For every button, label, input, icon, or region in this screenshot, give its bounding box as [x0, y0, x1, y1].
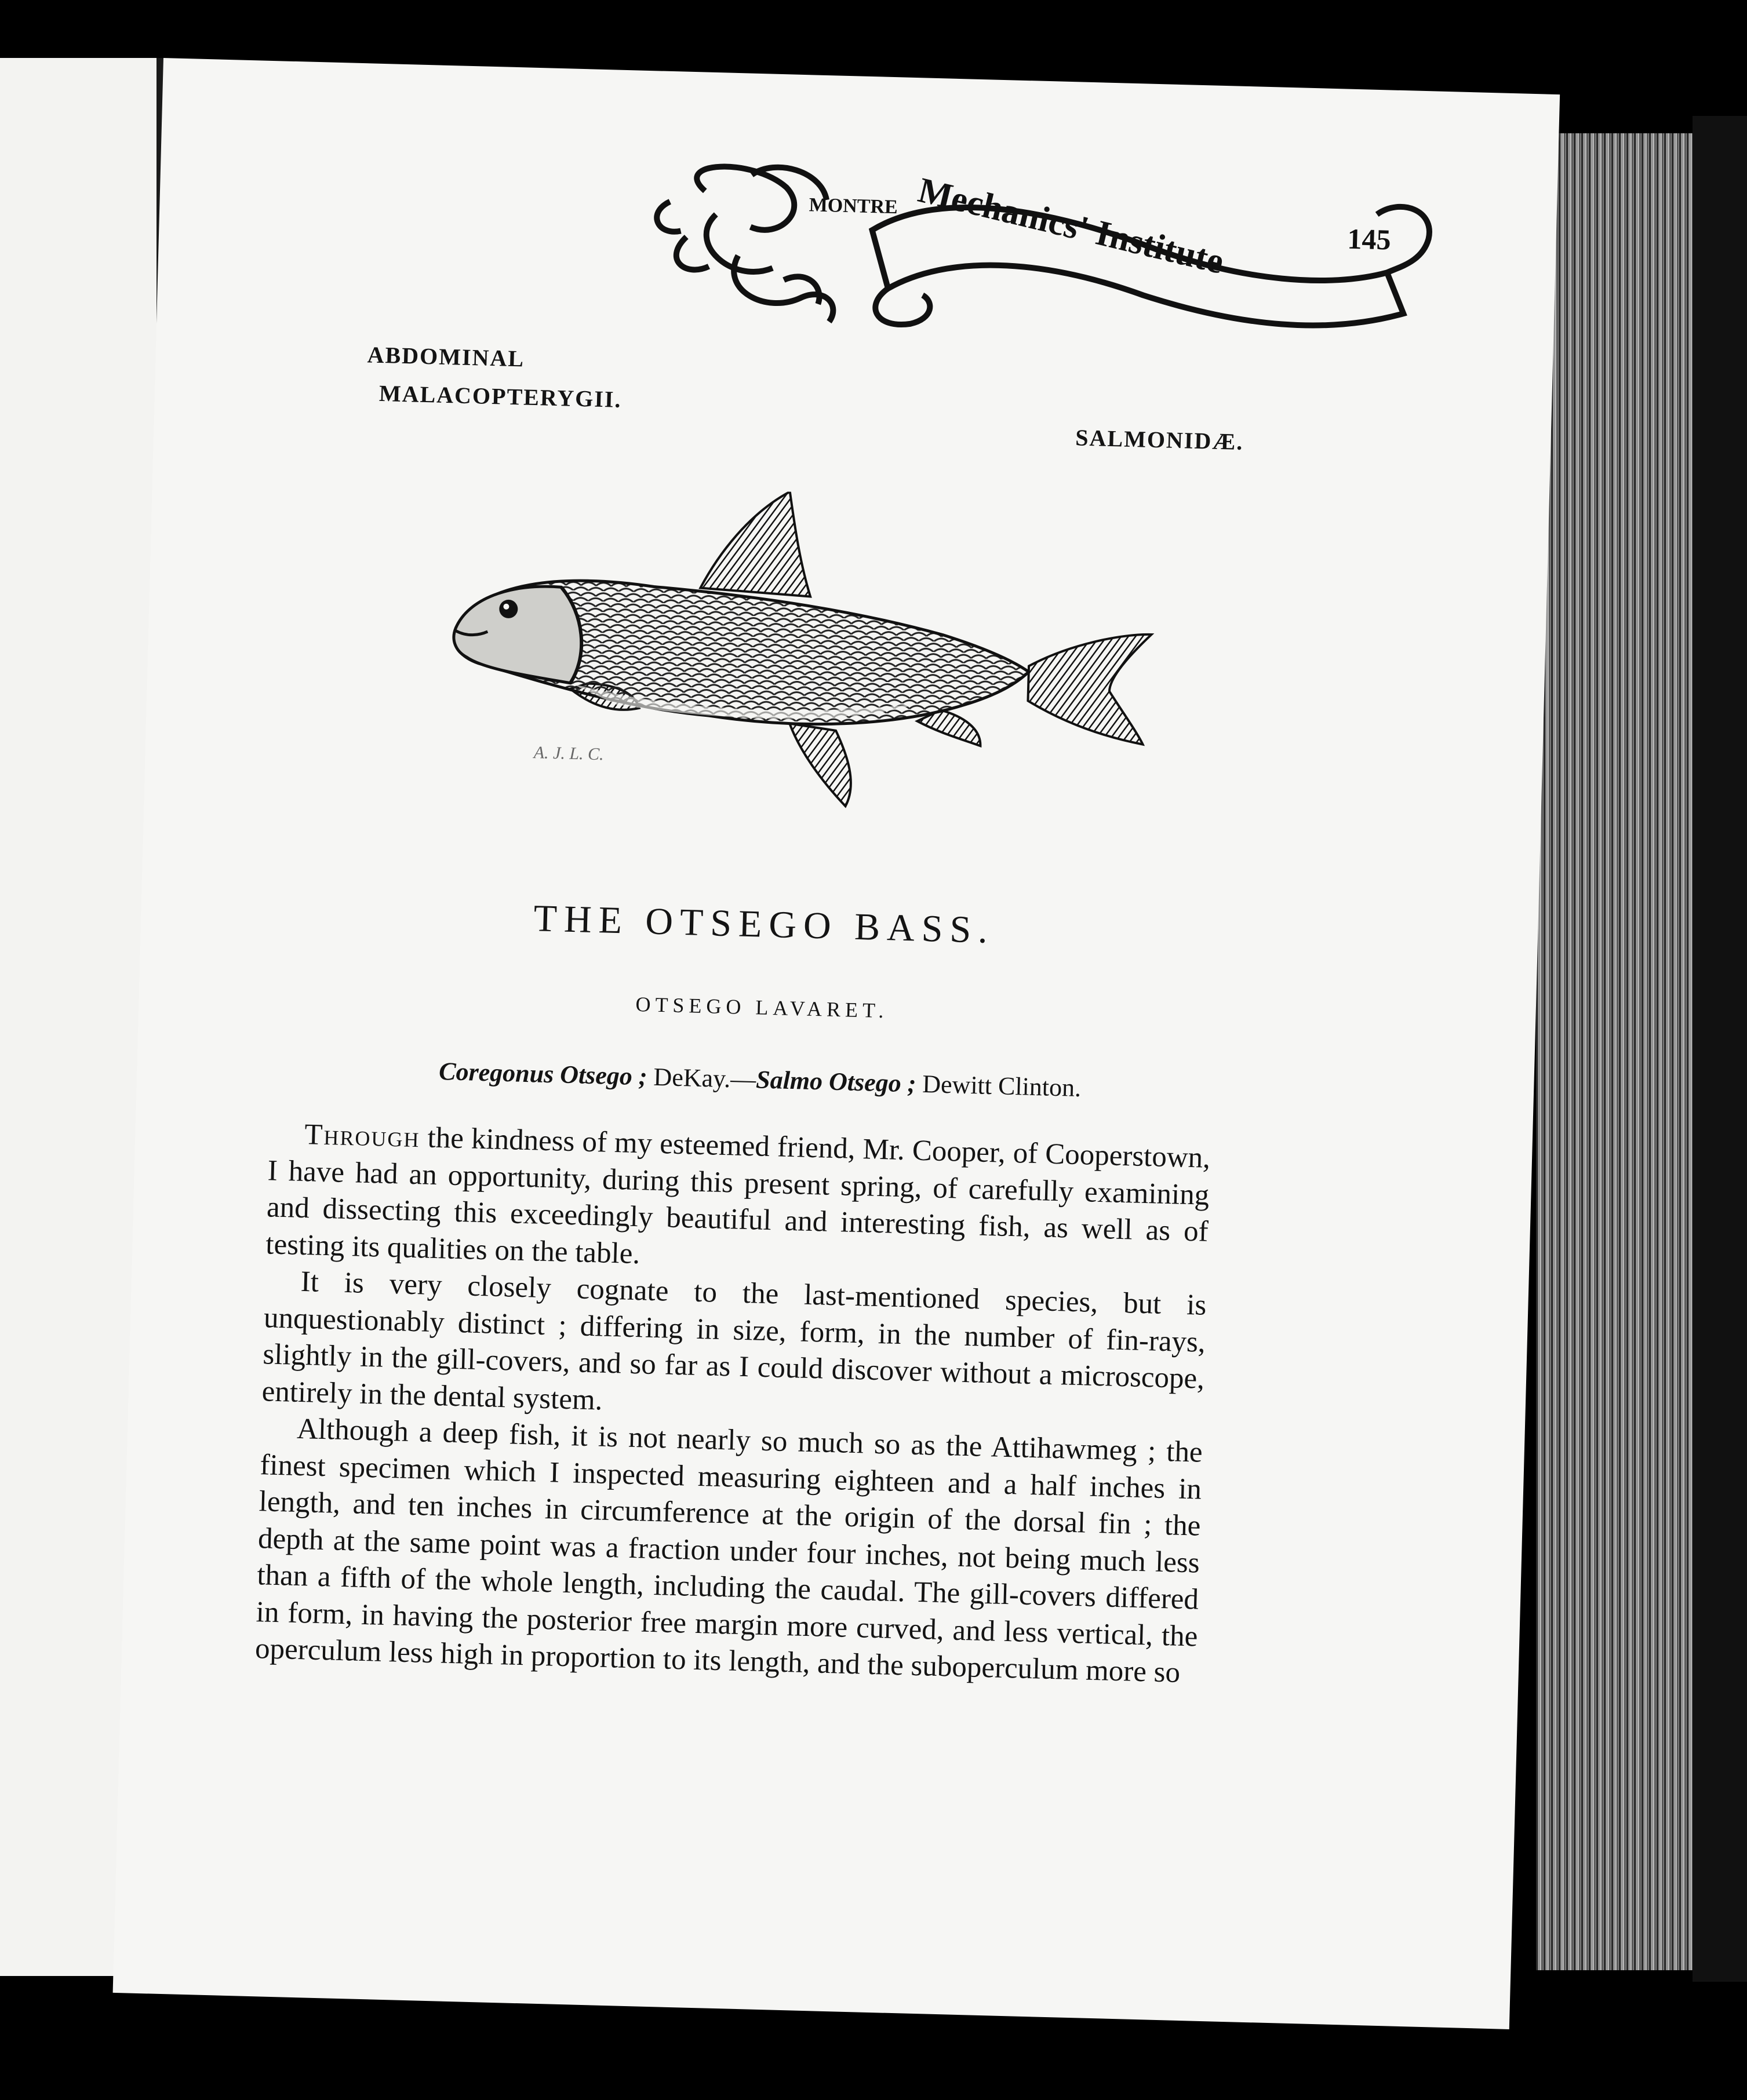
article-subtitle: OTSEGO LAVARET. [635, 992, 889, 1023]
fish-illustration [439, 483, 1178, 826]
paragraph-2: It is very closely cognate to the last-mentioned species, but is unquestionably distinct ; differing in size, form, in the number of fin-rays, slightly in the gill-covers, and so far as I could discover without a microscope, entirely in the dental system. [261, 1265, 1207, 1417]
article-title: THE OTSEGO BASS. [533, 897, 995, 952]
paragraph-1 [265, 1115, 1211, 1287]
stamp-partial-text: MONTRE [809, 194, 898, 218]
running-header-order [366, 336, 623, 418]
engraver-signature: A. J. L. C. [533, 743, 605, 764]
synonym-name-1: Coregonus Otsego ; [438, 1057, 648, 1091]
book-edge-shadow [1693, 116, 1747, 1982]
paragraph-1-text: the kindness of my esteemed friend, Mr. Cooper, of Cooperstown, I have had an opportunity, during this present spring, of carefully examining and dissecting this exceedingly beautiful and interesting fish, as well as of testing its qualities on the table. [265, 1121, 1211, 1270]
synonym-name-2: Salmo Otsego ; [755, 1065, 917, 1098]
order-line-1: ABDOMINAL [367, 341, 525, 372]
synonym-author-1: DeKay.— [653, 1062, 756, 1094]
synonym-author-2: Dewitt Clinton. [922, 1069, 1082, 1103]
synonymy-line [137, 1048, 1384, 1110]
page-number: 145 [1346, 222, 1392, 256]
running-header-family: SALMONIDÆ. [1075, 424, 1244, 455]
order-line-2: MALACOPTERYGII. [378, 380, 623, 413]
paragraph-1-lead: Through [304, 1118, 421, 1154]
stamp-text: Mechanics' Institute [914, 170, 1228, 282]
paragraph-3: Although a deep fish, it is not nearly so much so as the Attihawmeg ; the finest specimen which I inspected measuring eighteen and a half inches in length, and ten inches in circumference at the origin of the dorsal fin ; the depth at the same point was a fraction under four inches, not being much less than a fifth of the whole length, including the caudal. The gill-covers differed in form, in having the posterior free margin more curved, and less vertical, the operculum less high in proportion to its length, and the suboperculum more so [254, 1412, 1203, 1689]
book-page [113, 58, 1560, 2029]
article-body [254, 1115, 1210, 1692]
library-stamp [632, 148, 1448, 361]
